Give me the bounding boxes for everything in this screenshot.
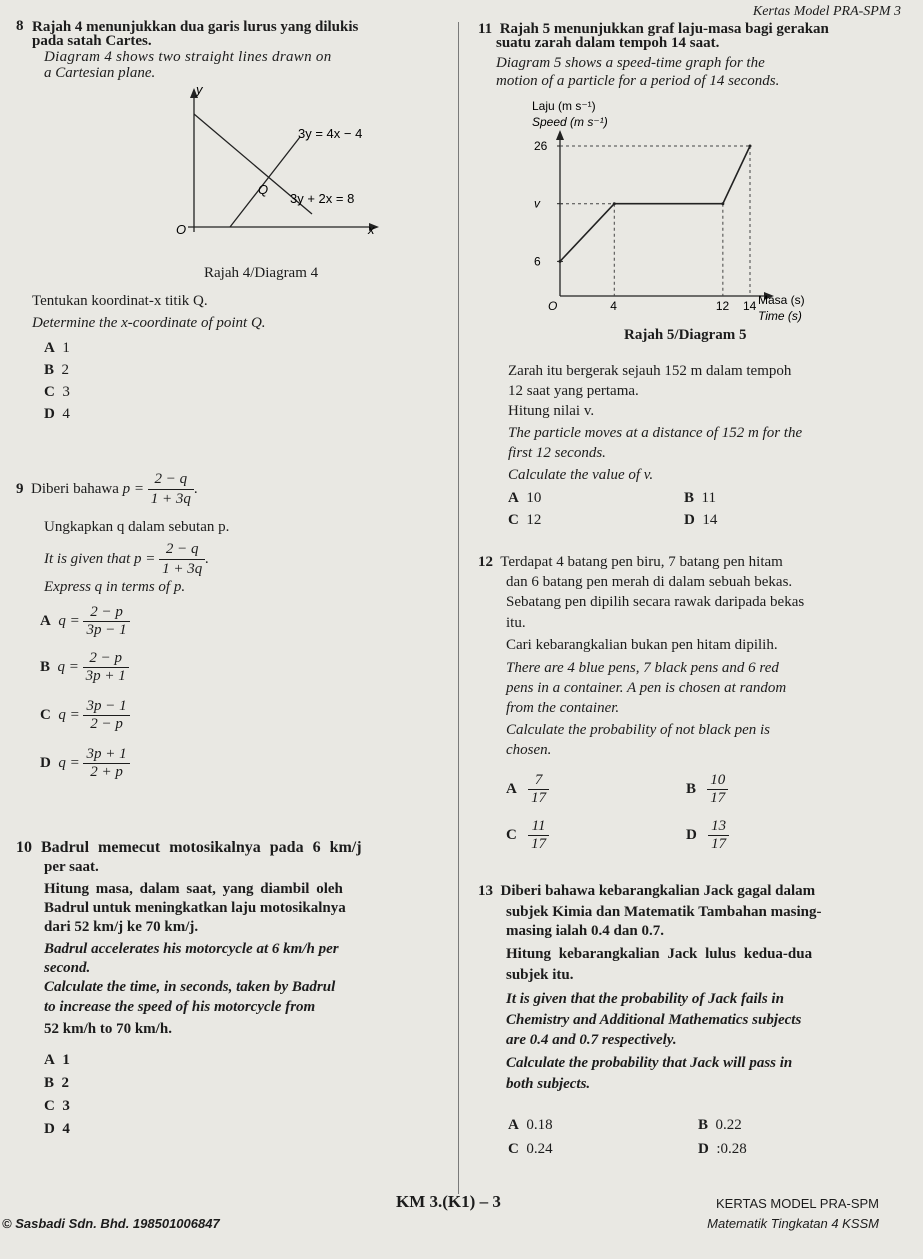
y-tick-label: 6 — [534, 254, 541, 269]
q12-english-line: pens in a container. A pen is chosen at random — [506, 680, 787, 696]
data-point — [613, 202, 616, 205]
data-point — [559, 260, 562, 263]
q13-malay-line: subjek Kimia dan Matematik Tambahan masing- — [506, 904, 822, 920]
q12-english-line: Calculate the probability of not black pen is — [506, 722, 770, 738]
x-axis-label: x — [368, 222, 375, 237]
q10-english-line: 52 km/h to 70 km/h. — [44, 1021, 172, 1037]
q10-english-line: to increase the speed of his motorcycle from — [44, 999, 316, 1015]
q13-english-line: Calculate the probability that Jack will pass in — [506, 1055, 793, 1071]
option-letter: B — [44, 362, 55, 378]
x-axis-label-malay: Masa (s) — [758, 293, 805, 307]
option-b[interactable] — [684, 490, 716, 507]
option-value: 3 — [62, 1098, 70, 1114]
fraction — [159, 540, 205, 579]
option-letter: A — [40, 612, 51, 629]
fraction-numerator: 3p + 1 — [86, 746, 127, 762]
option-letter: C — [44, 1098, 55, 1114]
q11-english-line: motion of a particle for a period of 14 seconds. — [496, 73, 780, 89]
q12-malay-line: dan 6 batang pen merah di dalam sebuah bekas. — [506, 574, 793, 590]
q11-malay-text: 12 saat yang pertama. — [508, 383, 639, 399]
option-c[interactable] — [44, 1098, 70, 1115]
option-letter: C — [44, 384, 55, 400]
q12-english-line: chosen. — [506, 742, 552, 758]
q8-malay-question: Tentukan koordinat-x titik Q. — [32, 293, 208, 309]
q8-english-line: Diagram 4 shows two straight lines drawn on — [44, 49, 332, 65]
fraction-denominator: 3p − 1 — [83, 621, 129, 639]
option-b[interactable] — [698, 1117, 742, 1134]
option-letter: D — [684, 512, 695, 528]
question-number: 9 — [16, 480, 24, 497]
option-a[interactable] — [44, 1052, 70, 1069]
y-axis-label-english: Speed (m s⁻¹) — [532, 115, 608, 129]
option-fraction — [707, 772, 728, 807]
option-letter: A — [508, 1117, 519, 1133]
fraction-numerator: 2 − q — [154, 471, 188, 487]
y-tick-label: v — [534, 196, 540, 211]
speed-time-graph — [520, 96, 820, 326]
x-tick-label: 4 — [610, 299, 617, 313]
option-fraction — [83, 604, 129, 639]
fraction-numerator: 7 — [534, 772, 543, 788]
q12-malay-line: itu. — [506, 615, 526, 631]
fraction-numerator: 11 — [531, 818, 546, 834]
q12-english-line: from the container. — [506, 700, 620, 716]
option-fraction — [708, 818, 729, 853]
q11-english-text: first 12 seconds. — [508, 445, 606, 461]
option-value: 4 — [62, 406, 70, 422]
option-fraction — [83, 698, 129, 733]
x-tick-label: 12 — [715, 299, 730, 313]
fraction-denominator: 2 + p — [83, 763, 129, 781]
q8-malay-line: pada satah Cartes. — [32, 33, 152, 49]
q-equals: q = — [58, 754, 80, 771]
option-fraction — [528, 772, 549, 807]
q12-english-line: There are 4 blue pens, 7 black pens and 6 red — [506, 660, 779, 676]
option-b[interactable] — [44, 362, 69, 379]
line1-label: 3y = 4x − 4 — [298, 126, 363, 141]
option-letter: D — [44, 1121, 55, 1137]
option-value: 1 — [62, 1052, 70, 1068]
origin-label: O — [548, 299, 558, 313]
data-point — [721, 202, 724, 205]
data-point — [749, 145, 752, 148]
option-value: 1 — [62, 340, 70, 356]
q13-malay-line: masing ialah 0.4 dan 0.7. — [506, 923, 664, 939]
option-value: 0.22 — [715, 1117, 742, 1133]
option-letter: D — [44, 406, 55, 422]
fraction-denominator: 17 — [528, 835, 549, 853]
option-a[interactable] — [40, 604, 130, 639]
q-equals: q = — [57, 658, 79, 675]
option-letter: C — [508, 512, 519, 528]
q11-malay-text: Hitung nilai v. — [508, 403, 595, 419]
question-number: 10 — [16, 839, 32, 856]
option-letter: A — [44, 340, 55, 356]
option-letter: C — [508, 1141, 519, 1157]
option-letter: A — [44, 1052, 55, 1068]
option-value: :0.28 — [716, 1141, 747, 1157]
fraction-numerator: 2 − q — [165, 541, 199, 557]
origin-label: O — [176, 222, 187, 237]
q8-english-question: Determine the x-coordinate of point Q. — [32, 315, 266, 331]
p-equals: p = — [134, 550, 156, 567]
option-fraction — [83, 746, 129, 781]
q13-malay-line: subjek itu. — [506, 967, 574, 983]
option-a[interactable] — [506, 772, 549, 807]
q10-line-text: Badrul memecut motosikalnya pada 6 km/j — [41, 839, 362, 856]
option-letter: B — [698, 1117, 709, 1133]
fraction-denominator: 17 — [708, 835, 729, 853]
fraction-denominator: 17 — [707, 789, 728, 807]
option-c[interactable] — [44, 384, 70, 401]
option-fraction — [83, 650, 129, 685]
diagram-5-caption: Rajah 5/Diagram 5 — [624, 327, 747, 343]
y-tick-label: 26 — [534, 139, 548, 153]
fraction-denominator: 17 — [528, 789, 549, 807]
subject-title: Matematik Tingkatan 4 KSSM — [707, 1216, 879, 1231]
q13-english-line: are 0.4 and 0.7 respectively. — [506, 1032, 677, 1048]
fraction-numerator: 2 − p — [89, 650, 123, 666]
q10-english-line: Badrul accelerates his motorcycle at 6 km/h per — [44, 941, 339, 957]
q12-line-text: Terdapat 4 batang pen biru, 7 batang pen hitam — [500, 554, 783, 570]
option-a[interactable] — [508, 1117, 553, 1134]
line2-label: 3y + 2x = 8 — [290, 191, 355, 206]
option-value: 3 — [62, 384, 70, 400]
option-a[interactable] — [44, 340, 70, 357]
q9-malay-intro: Diberi bahawa — [31, 480, 119, 497]
option-letter: A — [506, 780, 517, 797]
column-divider — [458, 22, 459, 1194]
option-letter: D — [686, 826, 697, 843]
option-d[interactable] — [44, 406, 70, 423]
fraction-denominator: 1 + 3q — [148, 489, 194, 509]
q9-malay-given: 9 Diberi bahawa p = $\frac{2 - q}{1 + 3q}$ . — [16, 471, 198, 507]
option-value: 12 — [526, 512, 542, 528]
option-c[interactable] — [40, 698, 130, 733]
option-d[interactable] — [698, 1141, 747, 1158]
q11-english-text: Calculate the value of v. — [508, 467, 654, 483]
option-d[interactable] — [40, 746, 130, 781]
y-axis-label: y — [196, 82, 203, 97]
q10-english-line: second. — [44, 960, 91, 976]
option-c[interactable] — [508, 512, 541, 529]
fraction-numerator: 10 — [710, 772, 726, 788]
option-d[interactable] — [684, 512, 717, 529]
option-value: 2 — [61, 362, 70, 378]
question-number: 13 — [478, 883, 493, 899]
q13-english-line: It is given that the probability of Jack fails in — [506, 991, 784, 1007]
q10-malay-line: dari 52 km/j ke 70 km/j. — [44, 919, 199, 935]
q11-english-line: Diagram 5 shows a speed-time graph for the — [496, 55, 765, 71]
option-letter: B — [684, 490, 695, 506]
fraction-denominator: 2 − p — [83, 715, 129, 733]
question-number: 12 — [478, 554, 493, 570]
q10-malay-line: Badrul untuk meningkatkan laju motosikalnya — [44, 900, 346, 916]
question-number: 8 — [16, 18, 24, 34]
cartesian-diagram — [150, 82, 390, 252]
option-b[interactable] — [686, 772, 728, 807]
option-value: 10 — [526, 490, 542, 506]
option-value: 14 — [702, 512, 718, 528]
diagram-4-caption: Rajah 4/Diagram 4 — [204, 265, 319, 281]
q-equals: q = — [58, 612, 80, 629]
fraction-denominator: 3p + 1 — [83, 667, 129, 685]
option-letter: A — [508, 490, 519, 506]
q9-malay-question: Ungkapkan q dalam sebutan p. — [44, 519, 230, 535]
option-value: 0.24 — [526, 1141, 553, 1157]
option-letter: D — [40, 754, 51, 771]
option-letter: C — [40, 706, 51, 723]
q13-malay-line: Hitung kebarangkalian Jack lulus kedua-dua — [506, 946, 813, 962]
option-letter: B — [40, 658, 51, 675]
q10-english-line: Calculate the time, in seconds, taken by Badrul — [44, 979, 336, 995]
option-b[interactable] — [44, 1075, 69, 1092]
option-letter: B — [44, 1075, 55, 1091]
q13-malay-line — [478, 882, 815, 901]
option-value: 4 — [62, 1121, 70, 1137]
option-value: 11 — [701, 490, 716, 506]
paper-code: KM 3.(K1) – 3 — [396, 1192, 501, 1211]
x-axis-label-english: Time (s) — [758, 309, 802, 323]
fraction-numerator: 2 − p — [90, 604, 123, 620]
option-c[interactable] — [508, 1141, 553, 1158]
q-equals: q = — [58, 706, 80, 723]
q13-english-line: Chemistry and Additional Mathematics subjects — [506, 1012, 802, 1028]
question-number: 11 — [478, 21, 493, 37]
option-d[interactable] — [686, 818, 729, 853]
y-axis-label-malay: Laju (m s⁻¹) — [532, 99, 596, 113]
publisher-credit: © Sasbadi Sdn. Bhd. 198501006847 — [2, 1216, 220, 1231]
q11-english-text: The particle moves at a distance of 152 m for the — [508, 425, 803, 441]
option-letter: B — [686, 780, 697, 797]
y-axis-arrow — [556, 130, 564, 140]
q12-malay-line: Sebatang pen dipilih secara rawak daripada bekas — [506, 594, 805, 610]
q10-malay-line: per saat. — [44, 859, 99, 875]
x-tick-label: 14 — [743, 299, 757, 313]
option-value: 2 — [61, 1075, 70, 1091]
p-equals: p = — [122, 480, 145, 497]
series-title: KERTAS MODEL PRA-SPM — [715, 1196, 879, 1211]
option-c[interactable] — [506, 818, 549, 853]
option-letter: D — [698, 1141, 709, 1157]
fraction-denominator: 1 + 3q — [159, 559, 205, 579]
q11-malay-text: Zarah itu bergerak sejauh 152 m dalam tempoh — [508, 363, 792, 379]
q11-malay-line: suatu zarah dalam tempoh 14 saat. — [496, 35, 720, 51]
option-b[interactable] — [40, 650, 129, 685]
option-value: 0.18 — [526, 1117, 553, 1133]
q8-malay-line: Rajah 4 menunjukkan dua garis lurus yang dilukis — [32, 19, 359, 35]
q12-malay-line — [478, 553, 783, 572]
q10-malay-line — [16, 838, 362, 857]
fraction — [148, 470, 194, 509]
q10-malay-line: Hitung masa, dalam saat, yang diambil oleh — [44, 881, 343, 897]
q9-english-question: Express q in terms of p. — [44, 579, 186, 595]
q9-english-intro: It is given that — [44, 550, 131, 567]
point-q-label: Q — [258, 182, 269, 197]
fraction-numerator: 3p − 1 — [86, 698, 127, 714]
option-letter: C — [506, 826, 517, 843]
option-d[interactable] — [44, 1121, 70, 1138]
q8-english-line: a Cartesian plane. — [44, 65, 156, 81]
q12-malay-line: Cari kebarangkalian bukan pen hitam dipilih. — [506, 637, 778, 653]
q11-line-text: Rajah 5 menunjukkan graf laju-masa bagi gerakan — [499, 21, 829, 37]
fraction-numerator: 13 — [711, 818, 727, 834]
q13-english-line: both subjects. — [506, 1076, 591, 1092]
paper-header: Kertas Model PRA-SPM 3 — [752, 4, 901, 19]
option-a[interactable] — [508, 490, 541, 507]
option-fraction — [528, 818, 549, 853]
q13-line-text: Diberi bahawa kebarangkalian Jack gagal dalam — [500, 883, 816, 899]
q9-english-given: It is given that p = $\frac{2 - q}{1 + 3q}$ . — [44, 541, 209, 577]
